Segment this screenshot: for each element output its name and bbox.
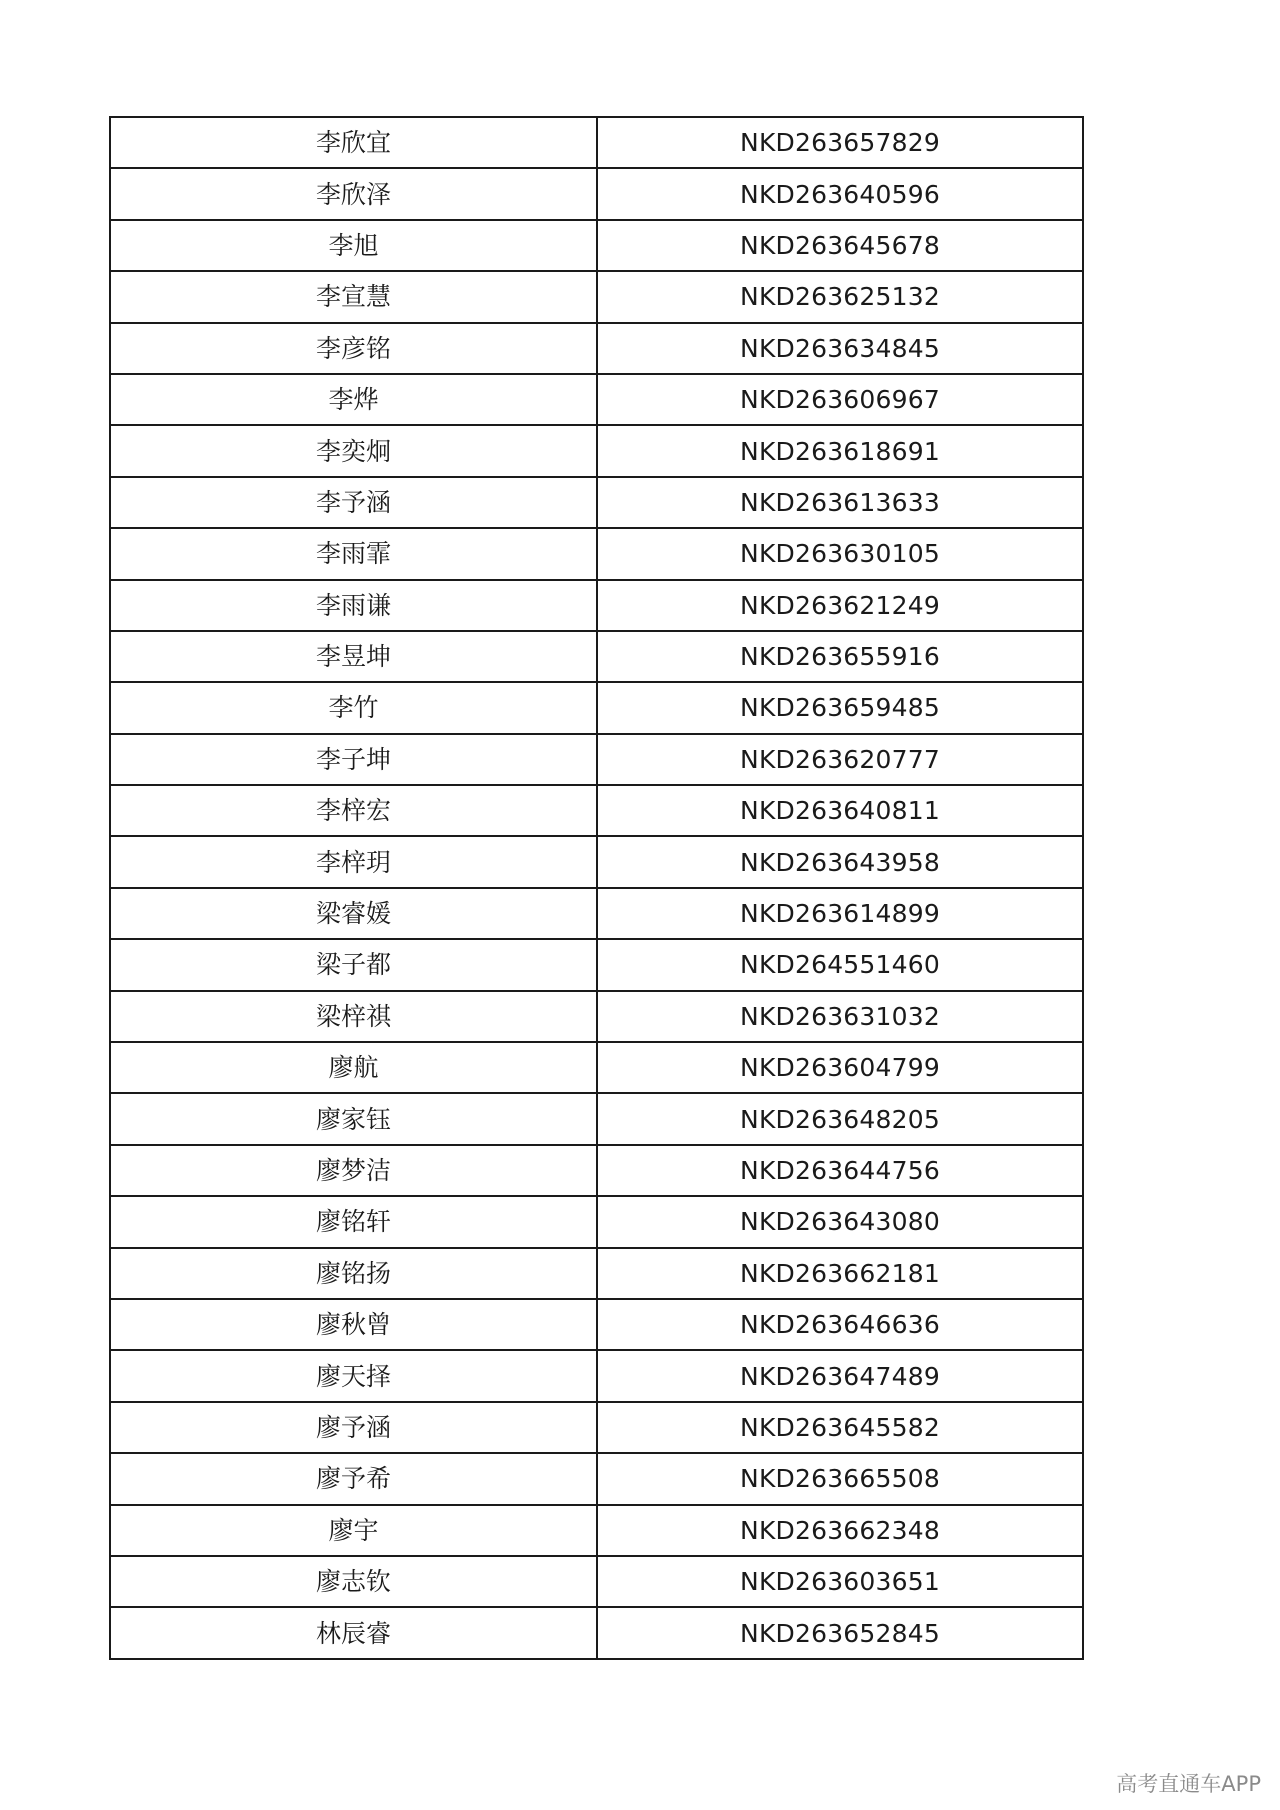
registration-number-cell: NKD263625132	[597, 271, 1083, 322]
table-row	[110, 888, 1083, 939]
table-row	[110, 271, 1083, 322]
registration-number-cell: NKD263620777	[597, 734, 1083, 785]
table-row	[110, 580, 1083, 631]
watermark-text: 高考直通车APP	[1116, 1772, 1261, 1796]
student-name-cell: 廖予希	[110, 1453, 597, 1504]
registration-number-cell: NKD263614899	[597, 888, 1083, 939]
registration-number-cell: NKD263640811	[597, 785, 1083, 836]
student-name-cell: 廖予涵	[110, 1402, 597, 1453]
student-name-cell: 梁睿媛	[110, 888, 597, 939]
registration-number-cell: NKD263604799	[597, 1042, 1083, 1093]
registration-number-cell: NKD263662181	[597, 1248, 1083, 1299]
registration-number-cell: NKD263643958	[597, 836, 1083, 887]
registration-number-cell: NKD263606967	[597, 374, 1083, 425]
student-name-cell: 廖家钰	[110, 1093, 597, 1144]
registration-number-cell: NKD263647489	[597, 1350, 1083, 1401]
registration-number-cell: NKD263618691	[597, 425, 1083, 476]
table-row	[110, 1196, 1083, 1247]
registration-number-cell: NKD263630105	[597, 528, 1083, 579]
registration-number-cell: NKD263644756	[597, 1145, 1083, 1196]
registration-number-cell: NKD263603651	[597, 1556, 1083, 1607]
table-row	[110, 425, 1083, 476]
roster-table	[109, 116, 1084, 1660]
registration-number-cell: NKD263665508	[597, 1453, 1083, 1504]
student-name-cell: 李奕炯	[110, 425, 597, 476]
student-name-cell: 李予涵	[110, 477, 597, 528]
registration-number-cell: NKD263643080	[597, 1196, 1083, 1247]
table-row	[110, 1042, 1083, 1093]
student-name-cell: 李梓宏	[110, 785, 597, 836]
registration-number-cell: NKD263645582	[597, 1402, 1083, 1453]
student-name-cell: 李子坤	[110, 734, 597, 785]
table-row	[110, 734, 1083, 785]
student-name-cell: 廖宇	[110, 1505, 597, 1556]
student-name-cell: 李竹	[110, 682, 597, 733]
student-name-cell: 廖梦洁	[110, 1145, 597, 1196]
table-row	[110, 991, 1083, 1042]
table-row	[110, 1248, 1083, 1299]
table-row	[110, 1093, 1083, 1144]
table-row	[110, 1505, 1083, 1556]
table-row	[110, 785, 1083, 836]
registration-number-cell: NKD263640596	[597, 168, 1083, 219]
table-row	[110, 168, 1083, 219]
table-row	[110, 1145, 1083, 1196]
table-row	[110, 323, 1083, 374]
table-row	[110, 1402, 1083, 1453]
student-name-cell: 李雨谦	[110, 580, 597, 631]
student-name-cell: 廖航	[110, 1042, 597, 1093]
table-row	[110, 939, 1083, 990]
table-row	[110, 220, 1083, 271]
student-name-cell: 李欣泽	[110, 168, 597, 219]
student-name-cell: 梁梓祺	[110, 991, 597, 1042]
student-name-cell: 李宣慧	[110, 271, 597, 322]
student-name-cell: 廖天择	[110, 1350, 597, 1401]
registration-number-cell: NKD263646636	[597, 1299, 1083, 1350]
student-name-cell: 李旭	[110, 220, 597, 271]
registration-number-cell: NKD263634845	[597, 323, 1083, 374]
table-row	[110, 682, 1083, 733]
table-row	[110, 1607, 1083, 1658]
student-name-cell: 李烨	[110, 374, 597, 425]
table-row	[110, 1299, 1083, 1350]
student-name-cell: 廖志钦	[110, 1556, 597, 1607]
table-row	[110, 1350, 1083, 1401]
registration-number-cell: NKD263652845	[597, 1607, 1083, 1658]
student-name-cell: 廖铭扬	[110, 1248, 597, 1299]
table-row	[110, 631, 1083, 682]
registration-number-cell: NKD263655916	[597, 631, 1083, 682]
table-row	[110, 477, 1083, 528]
table-row	[110, 117, 1083, 168]
student-name-cell: 林辰睿	[110, 1607, 597, 1658]
registration-number-cell: NKD263648205	[597, 1093, 1083, 1144]
student-name-cell: 廖铭轩	[110, 1196, 597, 1247]
table-row	[110, 1556, 1083, 1607]
registration-number-cell: NKD263645678	[597, 220, 1083, 271]
student-name-cell: 李欣宜	[110, 117, 597, 168]
roster-sheet	[109, 116, 1082, 1660]
registration-number-cell: NKD263659485	[597, 682, 1083, 733]
registration-number-cell: NKD264551460	[597, 939, 1083, 990]
registration-number-cell: NKD263631032	[597, 991, 1083, 1042]
student-name-cell: 李彦铭	[110, 323, 597, 374]
student-name-cell: 梁子都	[110, 939, 597, 990]
table-row	[110, 528, 1083, 579]
student-name-cell: 李雨霏	[110, 528, 597, 579]
student-name-cell: 廖秋曾	[110, 1299, 597, 1350]
registration-number-cell: NKD263621249	[597, 580, 1083, 631]
table-row	[110, 374, 1083, 425]
student-name-cell: 李梓玥	[110, 836, 597, 887]
registration-number-cell: NKD263613633	[597, 477, 1083, 528]
registration-number-cell: NKD263662348	[597, 1505, 1083, 1556]
student-name-cell: 李昱坤	[110, 631, 597, 682]
roster-table-body	[110, 117, 1083, 1659]
table-row	[110, 1453, 1083, 1504]
table-row	[110, 836, 1083, 887]
registration-number-cell: NKD263657829	[597, 117, 1083, 168]
